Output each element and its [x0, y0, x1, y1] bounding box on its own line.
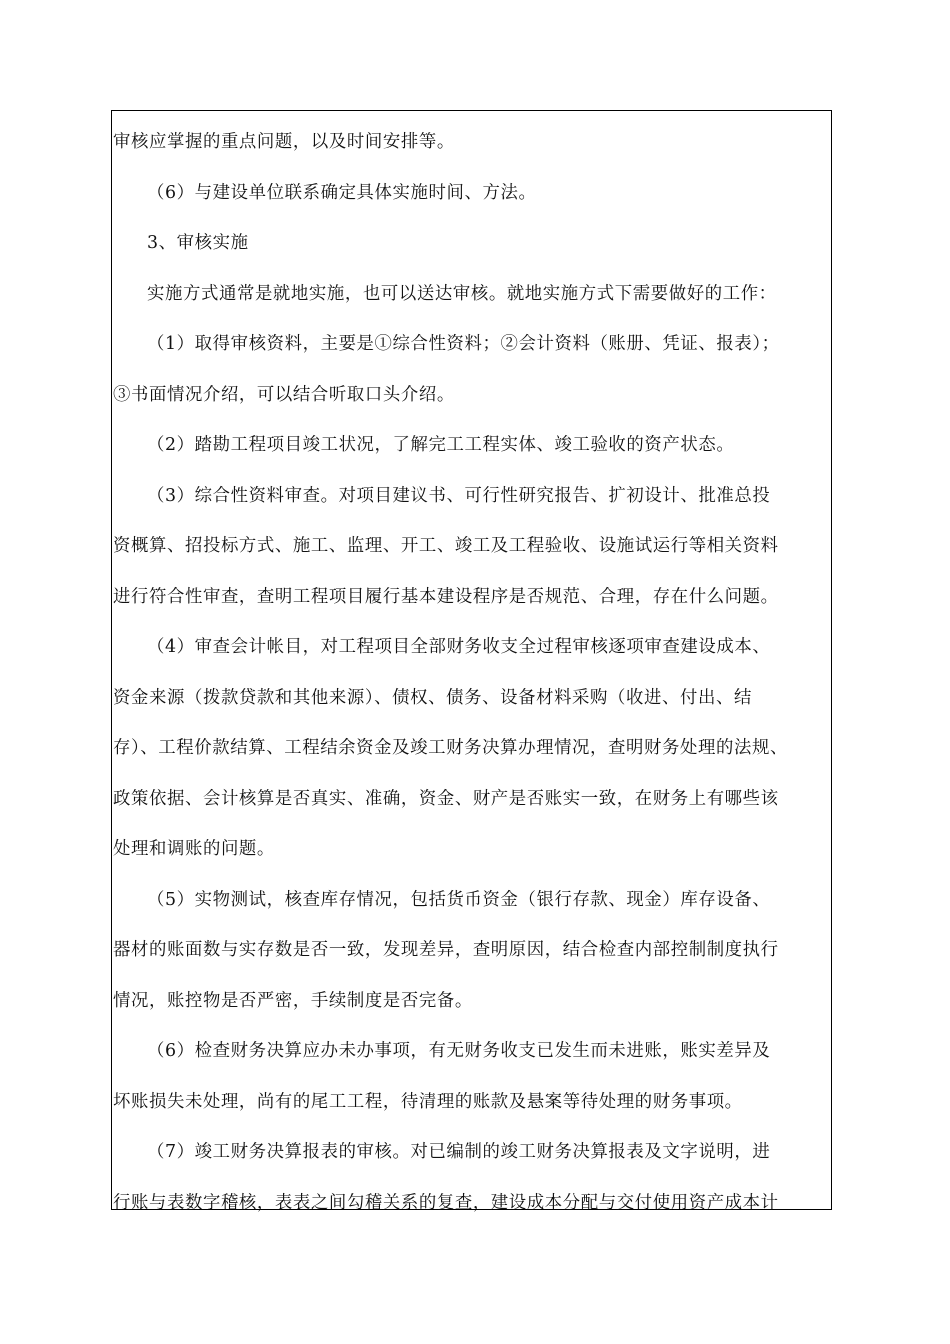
text-line: 资概算、招投标方式、施工、监理、开工、竣工及工程验收、设施试运行等相关资料 [113, 536, 779, 556]
text-line: 器材的账面数与实存数是否一致，发现差异，查明原因，结合检查内部控制制度执行 [113, 940, 779, 960]
text-line: 处理和调账的问题。 [113, 839, 275, 859]
section-heading: 3、审核实施 [147, 233, 249, 253]
text-line: （7）竣工财务决算报表的审核。对已编制的竣工财务决算报表及文字说明，进 [147, 1142, 771, 1162]
text-line: 坏账损失未处理，尚有的尾工工程，待清理的账款及悬案等待处理的财务事项。 [113, 1091, 743, 1112]
text-line: 实施方式通常是就地实施，也可以送达审核。就地实施方式下需要做好的工作： [147, 283, 777, 304]
text-line: （4）审查会计帐目，对工程项目全部财务收支全过程审核逐项审查建设成本、 [147, 637, 771, 657]
text-line: 进行符合性审查，查明工程项目履行基本建设程序是否规范、合理，存在什么问题。 [113, 586, 779, 607]
document-body [113, 117, 883, 1228]
text-line: （6）检查财务决算应办未办事项，有无财务收支已发生而未进账，账实差异及 [147, 1041, 771, 1061]
text-line: 情况，账控物是否严密，手续制度是否完备。 [113, 990, 473, 1011]
text-line: 行账与表数字稽核，表表之间勾稽关系的复查，建设成本分配与交付使用资产成本计 [113, 1192, 779, 1213]
text-line: （1）取得审核资料，主要是①综合性资料；②会计资料（账册、凭证、报表）； [147, 334, 780, 354]
text-line: （6）与建设单位联系确定具体实施时间、方法。 [147, 182, 537, 203]
text-line: 政策依据、会计核算是否真实、准确，资金、财产是否账实一致，在财务上有哪些该 [113, 788, 779, 809]
text-line: （3）综合性资料审查。对项目建议书、可行性研究报告、扩初设计、批准总投 [147, 485, 771, 506]
text-line: ③书面情况介绍，可以结合听取口头介绍。 [113, 384, 455, 405]
text-line: （5）实物测试，核查库存情况，包括货币资金（银行存款、现金）库存设备、 [147, 889, 771, 910]
text-line: 资金来源（拨款贷款和其他来源）、债权、债务、设备材料采购（收进、付出、结 [113, 687, 752, 708]
text-line: 存）、工程价款结算、工程结余资金及竣工财务决算办理情况，查明财务处理的法规、 [113, 738, 788, 758]
text-line: 审核应掌握的重点问题，以及时间安排等。 [113, 132, 455, 152]
text-line: （2）踏勘工程项目竣工状况，了解完工工程实体、竣工验收的资产状态。 [147, 435, 735, 455]
